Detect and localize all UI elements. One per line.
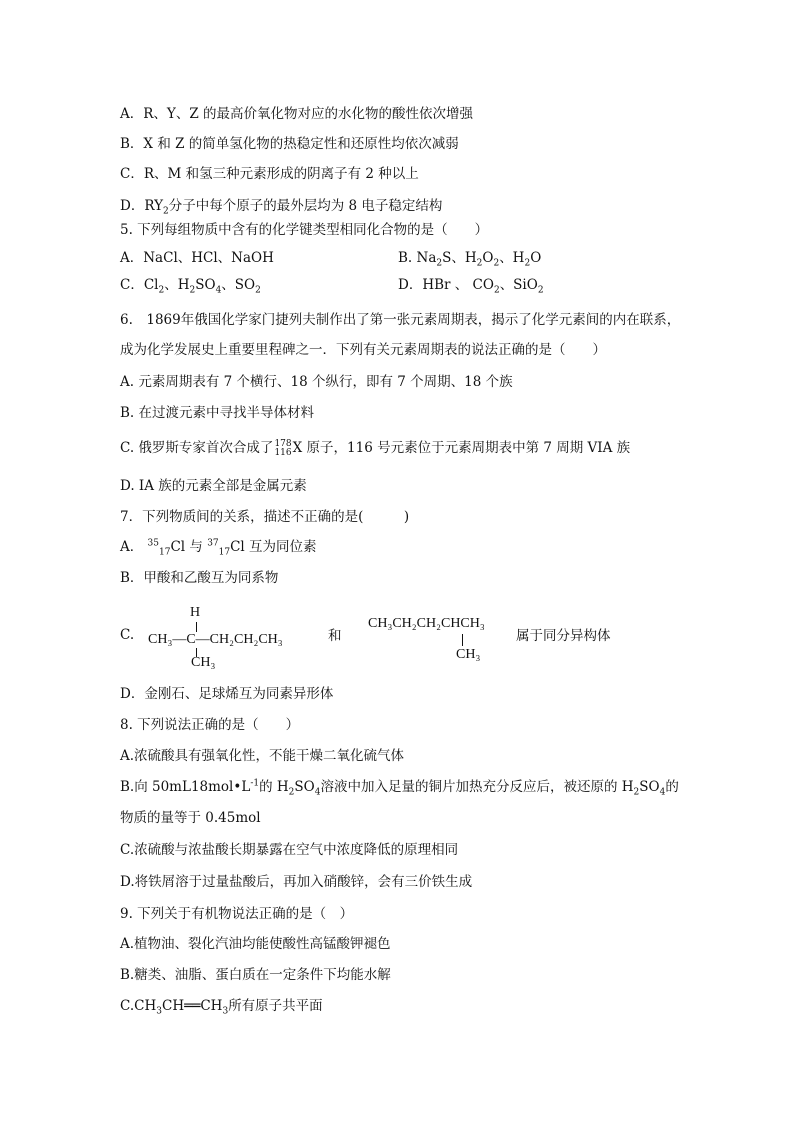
q9-option-b: B.糖类、油脂、蛋白质在一定条件下均能水解 (120, 967, 391, 983)
q9-option-c: $C.CH_3CH══CH_3$所有原子共平面 (120, 998, 323, 1017)
q6-stem-line1: 6. 1869年俄国化学家门捷列夫制作出了第一张元素周期表，揭示了化学元素间的内在联系， (120, 312, 681, 328)
structure-1-bond-up (196, 622, 197, 632)
structure-2-bond-down (462, 634, 463, 646)
q5-option-c: C．$Cl_2$、$H_2SO_4$、$SO_2$ (120, 277, 261, 296)
q8-option-c: C.浓硫酸与浓盐酸长期暴露在空气中浓度降低的原理相同 (120, 842, 459, 858)
q6-option-d: D. IA 族的元素全部是金属元素 (120, 478, 307, 494)
q6-option-b: B. 在过渡元素中寻找半导体材料 (120, 405, 315, 421)
q7-option-c-label: C. (120, 627, 135, 643)
q5-option-d: D．HBr 、 $CO_2$、SiO$_2$ (398, 277, 544, 296)
q9-stem: 9. 下列关于有机物说法正确的是（ ） (120, 906, 354, 922)
q5-option-a: A．NaCl、HCl、NaOH (120, 250, 274, 266)
q4-option-c: C．R、M 和氢三种元素形成的阴离子有 2 种以上 (120, 166, 419, 182)
q6-option-a: A. 元素周期表有 7 个横行、18 个纵行，即有 7 个周期、18 个族 (120, 374, 513, 390)
q4-option-a: A．R、Y、Z 的最高价氧化物对应的水化物的酸性依次增强 (120, 106, 473, 122)
q5-option-b: B. $Na_2S$、$H_2O_2$、$H_2O$ (398, 250, 542, 269)
q7-and: 和 (328, 628, 342, 644)
q8-stem: 8. 下列说法正确的是（ ） (120, 717, 300, 733)
q8-option-b-line2: 物质的量等于 0.45mol (120, 810, 261, 826)
structure-1-bottom-ch3: CH₃ (191, 655, 216, 670)
structure-1-top-h: H (190, 605, 201, 620)
q6-option-c: C. 俄罗斯专家首次合成了 178 116 X 原子，116 号元素位于元素周期表中第 7 周期 VIA 族 (120, 438, 631, 458)
q7-stem: 7．下列物质间的关系，描述不正确的是( ) (120, 509, 410, 525)
q4-option-b: B．X 和 Z 的简单氢化物的热稳定性和还原性均依次减弱 (120, 136, 459, 152)
structure-1-main-chain: CH₃—C—CH₂CH₂CH₃ (148, 632, 283, 647)
q8-option-b: B.向 $50mL18mol•L^{-1}$的 $H_2SO_4$溶液中加入足量的铜片加热充分反应后，被还原的 $H_2SO_4$的 (120, 778, 679, 798)
q6-stem-line2: 成为化学发展史上重要里程碑之一．下列有关元素周期表的说法正确的是（ ） (120, 342, 606, 358)
q9-option-a: A.植物油、裂化汽油均能使酸性高锰酸钾褪色 (120, 936, 391, 952)
q8-option-a: A.浓硫酸具有强氧化性，不能干燥二氧化硫气体 (120, 748, 405, 764)
q7-option-a: A． $^{35}_{17}$Cl 与 $^{37}_{17}$Cl 互为同位素 (120, 538, 317, 558)
q7-option-d: D．金刚石、足球烯互为同素异形体 (120, 686, 334, 702)
q8-option-d: D.将铁屑溶于过量盐酸后，再加入硝酸锌，会有三价铁生成 (120, 874, 473, 890)
q4-option-d: D．$RY_2$分子中每个原子的最外层均为 8 电子稳定结构 (120, 198, 443, 217)
structure-2-bottom-ch3: CH₃ (456, 647, 481, 662)
q7-option-c-tail: 属于同分异构体 (516, 628, 611, 644)
q5-stem: 5. 下列每组物质中含有的化学键类型相同化合物的是（ ） (120, 222, 489, 238)
q7-option-b: B．甲酸和乙酸互为同系物 (120, 570, 279, 586)
nuclide-notation: 178 116 (274, 438, 292, 458)
structure-2-main-chain: CH₃CH₂CH₂CHCH₃ (368, 616, 485, 631)
